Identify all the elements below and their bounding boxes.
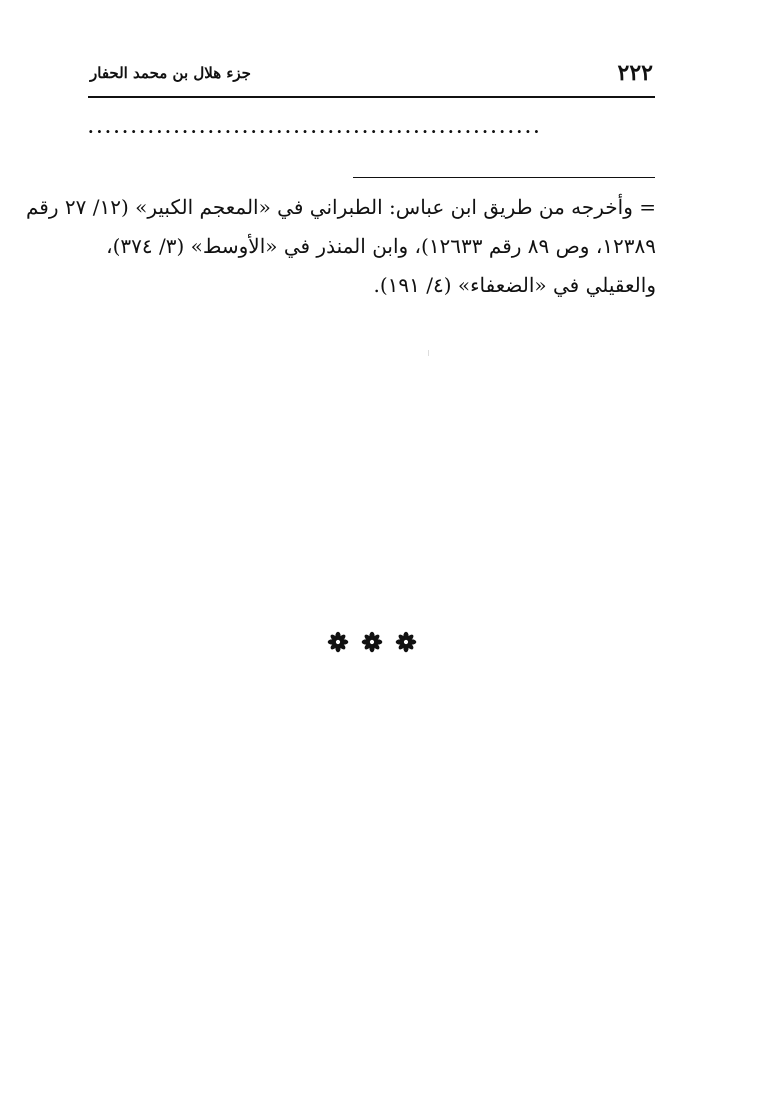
flower-ornament-icon (327, 631, 349, 653)
page-header (88, 58, 655, 98)
end-ornament (327, 628, 417, 656)
running-title: جزء هلال بن محمد الحفار (90, 64, 251, 82)
page-speck (428, 350, 429, 356)
flower-ornament-icon (361, 631, 383, 653)
footnote-rule (353, 177, 655, 178)
flower-ornament-icon (395, 631, 417, 653)
footnote-line: والعقيلي في «الضعفاء» (٤/ ١٩١). (373, 273, 656, 297)
page-number: ٢٢٢ (617, 60, 653, 86)
footnote-line: ١٢٣٨٩، وص ٨٩ رقم ١٢٦٣٣)، وابن المنذر في «الأوسط» (٣/ ٣٧٤)، (106, 234, 656, 258)
footnote-line: = وأخرجه من طريق ابن عباس: الطبراني في «المعجم الكبير» (١٢/ ٢٧ رقم (25, 195, 656, 219)
footnote (25, 188, 656, 305)
dotted-separator: ..................................................... (88, 118, 543, 137)
